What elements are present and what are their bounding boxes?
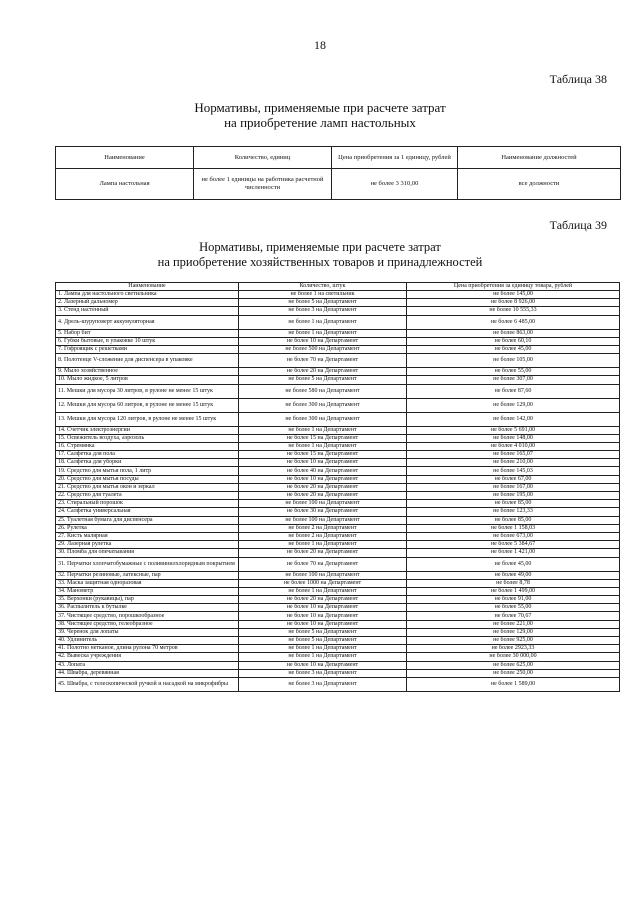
table-row	[56, 451, 620, 459]
table-cell: не более 91,00	[407, 596, 620, 604]
table-cell: не более 2923,33	[407, 645, 620, 653]
table-cell: не более 1 единицы на работника расчетной численности	[194, 169, 332, 200]
table-cell: не более 673,00	[407, 532, 620, 540]
table-cell: не более 580 на Департамент	[239, 384, 407, 398]
table-cell: не более 8 926,00	[407, 299, 620, 307]
table-row	[56, 549, 620, 557]
table-cell: 12. Мешки для мусора 60 литров, в рулоне не менее 15 штук	[56, 398, 239, 412]
table-cell: 7. Гофроящик с решетками	[56, 345, 239, 353]
table-cell: 33. Маска защитная одноразовая	[56, 579, 239, 587]
table-row	[56, 628, 620, 636]
table-cell: не более 70 на Департамент	[239, 354, 407, 368]
table-row	[56, 307, 620, 315]
table-cell: 9. Мыло хозяйственное	[56, 368, 239, 376]
table-row	[56, 532, 620, 540]
table-row	[56, 669, 620, 677]
table-row	[56, 500, 620, 508]
table-row	[56, 516, 620, 524]
table-cell: не более 20 на Департамент	[239, 368, 407, 376]
table-cell: не более 87,60	[407, 384, 620, 398]
table-cell: 8. Полотенце V-сложение для диспенсера в упаковке	[56, 354, 239, 368]
table-cell: не более 1 499,00	[407, 587, 620, 595]
table-cell: не более 1 589,00	[407, 677, 620, 691]
table-row	[56, 645, 620, 653]
table-cell: не более 167,00	[407, 483, 620, 491]
table-cell: не более 45,00	[407, 557, 620, 571]
table-cell: не более 10 на Департамент	[239, 475, 407, 483]
table-cell: не более 129,00	[407, 398, 620, 412]
table-cell: не более 5 на Департамент	[239, 376, 407, 384]
table-cell: 22. Средство для туалета	[56, 492, 239, 500]
table-cell: 4. Дрель-шуруповерт аккумуляторная	[56, 315, 239, 329]
column-header: Цена приобретения за 1 единицу, рублей	[332, 147, 458, 169]
table-cell: не более 210,00	[407, 459, 620, 467]
table-cell: не более 863,00	[407, 329, 620, 337]
table-cell: не более 20 на Департамент	[239, 549, 407, 557]
table-cell: не более 70 на Департамент	[239, 557, 407, 571]
table-cell: не более 10 на Департамент	[239, 459, 407, 467]
table-cell: не более 100 на Департамент	[239, 500, 407, 508]
table-cell: не более 1 на Департамент	[239, 315, 407, 329]
table-cell: не более 5 691,00	[407, 426, 620, 434]
table-cell: 34. Манометр	[56, 587, 239, 595]
table-cell: не более 20 на Департамент	[239, 492, 407, 500]
table-row	[56, 384, 620, 398]
table-cell: 29. Лазерная рулетка	[56, 541, 239, 549]
column-header: Количество, штук	[239, 283, 407, 291]
table-cell: 2. Лазерный дальномер	[56, 299, 239, 307]
table-cell: не более 3 310,00	[332, 169, 458, 200]
table-header-row	[56, 147, 621, 169]
table-cell: не более 10 на Департамент	[239, 604, 407, 612]
table-38-title-line1: Нормативы, применяемые при расчете затрат	[194, 100, 446, 115]
table-row	[56, 557, 620, 571]
table-cell: не более 55,00	[407, 368, 620, 376]
table-cell: 39. Черенок для лопаты	[56, 628, 239, 636]
table-38-title-line2: на приобретение ламп настольных	[224, 115, 416, 130]
table-row	[56, 620, 620, 628]
table-row	[56, 571, 620, 579]
table-cell: 13. Мешки для мусора 120 литров, в рулоне не менее 15 штук	[56, 412, 239, 426]
table-row	[56, 412, 620, 426]
table-cell: не более 5 на Департамент	[239, 628, 407, 636]
table-cell: не более 300 на Департамент	[239, 398, 407, 412]
table-cell: не более 1 на Департамент	[239, 329, 407, 337]
table-cell: 40. Удлинитель	[56, 637, 239, 645]
table-row	[56, 483, 620, 491]
table-cell: не более 10 555,33	[407, 307, 620, 315]
table-cell: не более 67,00	[407, 475, 620, 483]
table-cell: 26. Рулетка	[56, 524, 239, 532]
table-cell: не более 20 на Департамент	[239, 483, 407, 491]
table-row	[56, 637, 620, 645]
table-cell: не более 4 010,00	[407, 442, 620, 450]
table-cell: 24. Салфетка универсальная	[56, 508, 239, 516]
table-row	[56, 596, 620, 604]
table-39-title	[0, 240, 640, 270]
table-cell: 31. Перчатки хлопчатобумажные с поливинилхлоридным покрытием	[56, 557, 239, 571]
table-cell: 35. Верхонки (рукавицы), пар	[56, 596, 239, 604]
table-row	[56, 459, 620, 467]
table-cell: 19. Средство для мытья пола, 1 литр	[56, 467, 239, 475]
table-row	[56, 376, 620, 384]
table-39-title-line1: Нормативы, применяемые при расчете затрат	[199, 240, 441, 254]
table-cell: 45. Швабра, с телескопической ручкой и насадкой на микрофибры	[56, 677, 239, 691]
table-cell: 30. Пломба для опечатывания	[56, 549, 239, 557]
column-header: Наименование	[56, 283, 239, 291]
table-row	[56, 398, 620, 412]
table-cell: 17. Салфетка для пола	[56, 451, 239, 459]
table-cell: не более 1 на Департамент	[239, 426, 407, 434]
table-cell: не более 5 384,67	[407, 541, 620, 549]
table-cell: не более 195,00	[407, 492, 620, 500]
table-cell: не более 500 на Департамент	[239, 345, 407, 353]
table-row	[56, 442, 620, 450]
table-cell: не более 1 421,00	[407, 549, 620, 557]
table-cell: не более 6 485,00	[407, 315, 620, 329]
table-row	[56, 169, 621, 200]
table-cell: 44. Швабра, деревянная	[56, 669, 239, 677]
table-row	[56, 612, 620, 620]
table-cell: не более 20 на Департамент	[239, 596, 407, 604]
table-cell: не более 2 на Департамент	[239, 532, 407, 540]
table-row	[56, 315, 620, 329]
table-row	[56, 677, 620, 691]
table-39-title-line2: на приобретение хозяйственных товаров и принадлежностей	[157, 255, 483, 269]
table-row	[56, 368, 620, 376]
table-row	[56, 541, 620, 549]
table-cell: не более 1000 на Департамент	[239, 579, 407, 587]
table-cell: не более 100 на Департамент	[239, 516, 407, 524]
table-cell: 43. Лопата	[56, 661, 239, 669]
table-cell: не более 1 на Департамент	[239, 653, 407, 661]
table-39-label: Таблица 39	[549, 218, 607, 232]
table-cell: не более 49,00	[407, 571, 620, 579]
table-cell: не более 925,00	[407, 637, 620, 645]
table-cell: не более 70,67	[407, 612, 620, 620]
table-cell: не более 15 на Департамент	[239, 451, 407, 459]
table-cell: 25. Туалетная бумага для диспенсера	[56, 516, 239, 524]
table-header-row	[56, 283, 620, 291]
table-cell: не более 250,00	[407, 669, 620, 677]
page-number: 18	[314, 38, 326, 52]
table-cell: не более 2 на Департамент	[239, 524, 407, 532]
table-cell: не более 148,00	[407, 434, 620, 442]
table-row	[56, 508, 620, 516]
column-header: Количество, единиц	[194, 147, 332, 169]
table-cell: не более 85,00	[407, 500, 620, 508]
table-cell: 11. Мешки для мусора 30 литров, в рулоне не менее 15 штук	[56, 384, 239, 398]
table-row	[56, 492, 620, 500]
table-cell: не более 15 на Департамент	[239, 434, 407, 442]
table-cell: не более 10 на Департамент	[239, 612, 407, 620]
table-cell: не более 1 на Департамент	[239, 442, 407, 450]
table-cell: не более 1 на Департамент	[239, 645, 407, 653]
table-cell: не более 10 на Департамент	[239, 661, 407, 669]
table-row	[56, 337, 620, 345]
table-cell: не более 30 на Департамент	[239, 508, 407, 516]
table-cell: 16. Стремянка	[56, 442, 239, 450]
table-cell: 3. Стенд настенный	[56, 307, 239, 315]
table-cell: 6. Губки бытовые, в упаковке 10 штук	[56, 337, 239, 345]
table-row	[56, 345, 620, 353]
table-cell: 36. Распылитель к бутылке	[56, 604, 239, 612]
table-cell: не более 142,00	[407, 412, 620, 426]
table-cell: 5. Набор бит	[56, 329, 239, 337]
table-cell: 21. Средство для мытья окон и зеркал	[56, 483, 239, 491]
table-cell: 10. Мыло жидкое, 5 литров	[56, 376, 239, 384]
table-cell: не более 8,78	[407, 579, 620, 587]
table-cell: 18. Салфетка для уборки	[56, 459, 239, 467]
table-row	[56, 579, 620, 587]
table-cell: не более 145,03	[407, 467, 620, 475]
table-row	[56, 426, 620, 434]
table-cell: не более 3 на Департамент	[239, 669, 407, 677]
table-cell: не более 40 на Департамент	[239, 467, 407, 475]
household-goods-table	[55, 282, 620, 692]
table-cell: 14. Счетчик электроэнергии	[56, 426, 239, 434]
table-cell: не более 1 на светильник	[239, 291, 407, 299]
table-cell: не более 145,00	[407, 291, 620, 299]
table-row	[56, 661, 620, 669]
table-cell: не более 1 на Департамент	[239, 541, 407, 549]
table-cell: не более 10 на Департамент	[239, 620, 407, 628]
table-row	[56, 475, 620, 483]
table-cell: 1. Лампа для настольного светильника	[56, 291, 239, 299]
table-cell: не более 55,00	[407, 604, 620, 612]
table-cell: не более 45,00	[407, 345, 620, 353]
table-cell: 32. Перчатки резиновые, латексные, пар	[56, 571, 239, 579]
table-cell: не более 10 на Департамент	[239, 337, 407, 345]
table-cell: не более 165,07	[407, 451, 620, 459]
lamps-table	[55, 146, 621, 200]
table-cell: не более 3 на Департамент	[239, 307, 407, 315]
table-cell: 41. Полотно нетканое, длина рулона 70 метров	[56, 645, 239, 653]
table-row	[56, 299, 620, 307]
table-cell: не более 625,00	[407, 661, 620, 669]
table-cell: 23. Стиральный порошок	[56, 500, 239, 508]
table-cell: не более 221,00	[407, 620, 620, 628]
table-cell: не более 307,00	[407, 376, 620, 384]
column-header: Цена приобретения за единицу товара, рублей	[407, 283, 620, 291]
column-header: Наименование должностей	[458, 147, 621, 169]
table-cell: не более 100 на Департамент	[239, 571, 407, 579]
table-row	[56, 354, 620, 368]
table-cell: не более 105,00	[407, 354, 620, 368]
table-row	[56, 524, 620, 532]
table-cell: не более 5 на Департамент	[239, 637, 407, 645]
table-cell: 37. Чистящее средство, порошкообразное	[56, 612, 239, 620]
table-cell: все должности	[458, 169, 621, 200]
column-header: Наименование	[56, 147, 194, 169]
table-cell: не более 1 на Департамент	[239, 587, 407, 595]
table-cell: не более 123,33	[407, 508, 620, 516]
table-row	[56, 291, 620, 299]
table-cell: не более 3 на Департамент	[239, 677, 407, 691]
table-cell: не более 85,00	[407, 516, 620, 524]
table-cell: не более 60,10	[407, 337, 620, 345]
table-row	[56, 604, 620, 612]
table-row	[56, 467, 620, 475]
table-row	[56, 329, 620, 337]
table-cell: не более 1 158,03	[407, 524, 620, 532]
table-cell: 15. Освежитель воздуха, аэрозоль	[56, 434, 239, 442]
table-cell: 20. Средство для мытья посуды	[56, 475, 239, 483]
table-cell: Лампа настольная	[56, 169, 194, 200]
table-38-title	[0, 100, 640, 130]
table-cell: 38. Чистящее средство, гелеобразное	[56, 620, 239, 628]
table-cell: не более 5 на Департамент	[239, 299, 407, 307]
table-cell: не более 300 на Департамент	[239, 412, 407, 426]
table-cell: не более 129,00	[407, 628, 620, 636]
table-row	[56, 653, 620, 661]
table-cell: 27. Кисть малярная	[56, 532, 239, 540]
table-row	[56, 587, 620, 595]
table-row	[56, 434, 620, 442]
table-cell: 42. Вывеска учреждения	[56, 653, 239, 661]
table-cell: не более 30 000,00	[407, 653, 620, 661]
table-38-label: Таблица 38	[549, 72, 607, 86]
